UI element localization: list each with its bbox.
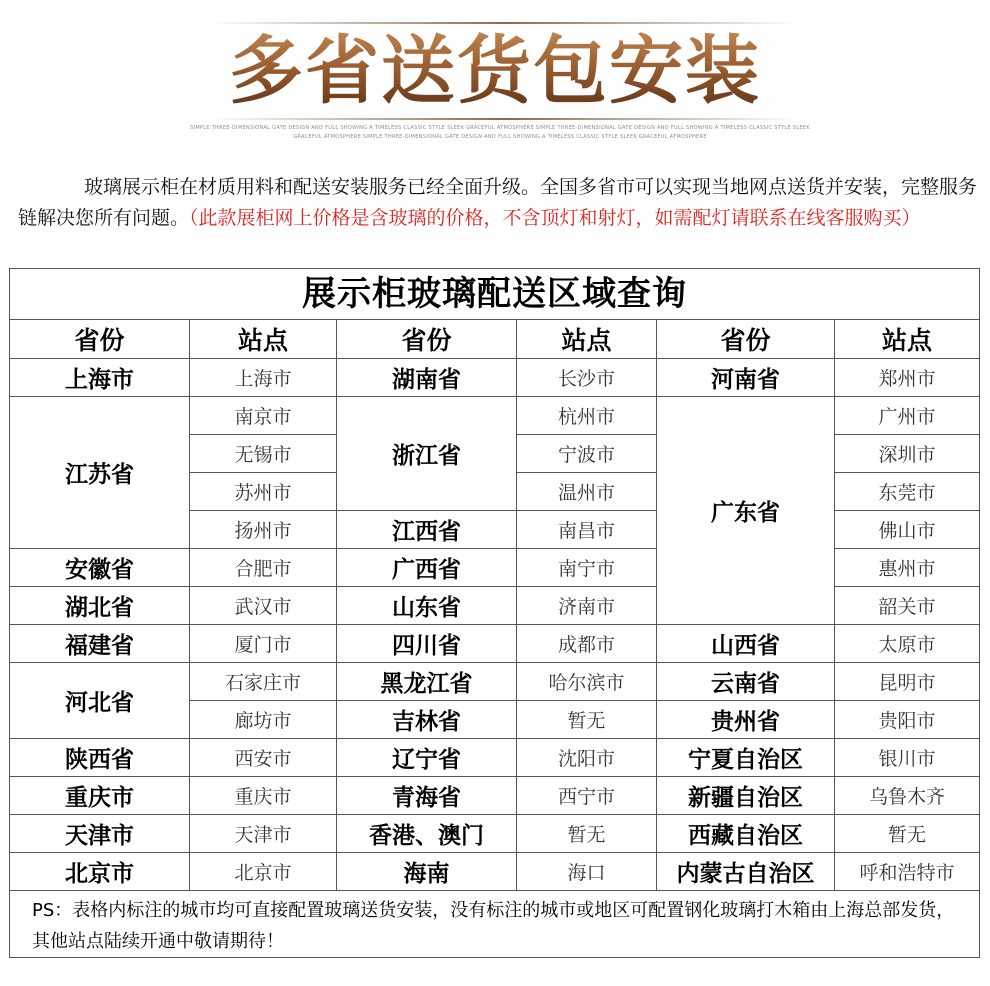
city-cell: 银川市: [835, 739, 980, 777]
province-cell: 广西省: [337, 549, 517, 587]
city-cell: 西宁市: [517, 777, 657, 815]
banner-bottom-rule: [210, 118, 800, 120]
intro-text: 玻璃展示柜在材质用料和配送安装服务已经全面升级。全国多省市可以实现当地网点送货并安装，完整服务链解决您所有问题。: [18, 176, 978, 229]
table-footnote: PS：表格内标注的城市均可直接配置玻璃送货安装，没有标注的城市或地区可配置钢化玻璃打木箱由上海总部发货，其他站点陆续开通中敬请期待！: [10, 891, 980, 958]
city-cell: 苏州市: [190, 473, 337, 511]
province-cell: 安徽省: [10, 549, 190, 587]
province-cell: 江苏省: [10, 397, 190, 549]
table-row: [10, 625, 980, 663]
city-cell: 郑州市: [835, 359, 980, 397]
header-station: 站点: [835, 320, 980, 359]
city-cell: 石家庄市: [190, 663, 337, 701]
city-cell: 无锡市: [190, 435, 337, 473]
table-title: 展示柜玻璃配送区域查询: [10, 269, 980, 320]
city-cell: 西安市: [190, 739, 337, 777]
province-cell: 山西省: [657, 625, 835, 663]
city-cell: 深圳市: [835, 435, 980, 473]
city-cell: 太原市: [835, 625, 980, 663]
city-cell: 韶关市: [835, 587, 980, 625]
header-province: 省份: [657, 320, 835, 359]
province-cell: 湖北省: [10, 587, 190, 625]
city-cell: 济南市: [517, 587, 657, 625]
province-cell: 上海市: [10, 359, 190, 397]
city-cell: 温州市: [517, 473, 657, 511]
province-cell: 四川省: [337, 625, 517, 663]
header-station: 站点: [190, 320, 337, 359]
banner-top-rule: [210, 22, 800, 24]
province-cell: 河南省: [657, 359, 835, 397]
city-cell: 南宁市: [517, 549, 657, 587]
city-cell: 佛山市: [835, 511, 980, 549]
province-cell: 香港、澳门: [337, 815, 517, 853]
city-cell: 暂无: [517, 701, 657, 739]
province-cell: 云南省: [657, 663, 835, 701]
table-row: [10, 549, 980, 587]
city-cell: 海口: [517, 853, 657, 891]
province-cell: 新疆自治区: [657, 777, 835, 815]
header-province: 省份: [10, 320, 190, 359]
table-row: [10, 397, 980, 435]
city-cell: 扬州市: [190, 511, 337, 549]
banner-headline: 多省送货包安装: [0, 26, 990, 116]
province-cell: 黑龙江省: [337, 663, 517, 701]
city-cell: 南昌市: [517, 511, 657, 549]
city-cell: 廊坊市: [190, 701, 337, 739]
city-cell: 合肥市: [190, 549, 337, 587]
province-cell: 青海省: [337, 777, 517, 815]
city-cell: 北京市: [190, 853, 337, 891]
banner: [0, 0, 990, 160]
table-row: [10, 777, 980, 815]
city-cell: 暂无: [517, 815, 657, 853]
province-cell: 陕西省: [10, 739, 190, 777]
city-cell: 广州市: [835, 397, 980, 435]
province-cell: 吉林省: [337, 701, 517, 739]
table-row: [10, 815, 980, 853]
province-cell: 辽宁省: [337, 739, 517, 777]
header-province: 省份: [337, 320, 517, 359]
province-cell: 西藏自治区: [657, 815, 835, 853]
table-row: [10, 663, 980, 701]
province-cell: 河北省: [10, 663, 190, 739]
city-cell: 成都市: [517, 625, 657, 663]
city-cell: 呼和浩特市: [835, 853, 980, 891]
province-cell: 江西省: [337, 511, 517, 549]
city-cell: 昆明市: [835, 663, 980, 701]
city-cell: 宁波市: [517, 435, 657, 473]
city-cell: 厦门市: [190, 625, 337, 663]
city-cell: 惠州市: [835, 549, 980, 587]
province-cell: 山东省: [337, 587, 517, 625]
city-cell: 哈尔滨市: [517, 663, 657, 701]
city-cell: 重庆市: [190, 777, 337, 815]
city-cell: 武汉市: [190, 587, 337, 625]
table-row: [10, 739, 980, 777]
city-cell: 乌鲁木齐: [835, 777, 980, 815]
banner-tagline: SIMPLE THREE-DIMENSIONAL GATE DESIGN AND FULL SHOWING A TIMELESS CLASSIC STYLE SLEEK GRACEFUL ATMOSPHERE SIMPLE THREE-DIMENSIONAL GATE DESIGN AND FULL SHOWING A TIMELESS CLASSIC STYLE SLEEK GRACEFUL ATMOSPHERE SIMPLE THREE-DIMENSIONAL GATE DESIGN AND FULL SHOWING A TIMELESS CLASSIC STYLE SLEEK GRACEFUL ATMOSPHERE: [190, 125, 810, 140]
city-cell: 南京市: [190, 397, 337, 435]
province-cell: 贵州省: [657, 701, 835, 739]
city-cell: 天津市: [190, 815, 337, 853]
city-cell: 杭州市: [517, 397, 657, 435]
table-row: [10, 359, 980, 397]
city-cell: 贵阳市: [835, 701, 980, 739]
city-cell: 沈阳市: [517, 739, 657, 777]
province-cell: 宁夏自治区: [657, 739, 835, 777]
province-cell: 重庆市: [10, 777, 190, 815]
table-header-row: [10, 320, 980, 359]
province-cell: 北京市: [10, 853, 190, 891]
province-cell: 海南: [337, 853, 517, 891]
table-row: [10, 587, 980, 625]
province-cell: 浙江省: [337, 397, 517, 511]
city-cell: 东莞市: [835, 473, 980, 511]
header-station: 站点: [517, 320, 657, 359]
province-cell: 天津市: [10, 815, 190, 853]
intro-paragraph: [18, 172, 980, 234]
table-row: [10, 853, 980, 891]
province-cell: 内蒙古自治区: [657, 853, 835, 891]
delivery-region-table: [9, 268, 980, 958]
city-cell: 上海市: [190, 359, 337, 397]
province-cell: 湖南省: [337, 359, 517, 397]
intro-notice: （此款展柜网上价格是含玻璃的价格，不含顶灯和射灯，如需配灯请联系在线客服购买）: [189, 207, 921, 229]
province-cell: 广东省: [657, 397, 835, 625]
province-cell: 福建省: [10, 625, 190, 663]
city-cell: 长沙市: [517, 359, 657, 397]
city-cell: 暂无: [835, 815, 980, 853]
